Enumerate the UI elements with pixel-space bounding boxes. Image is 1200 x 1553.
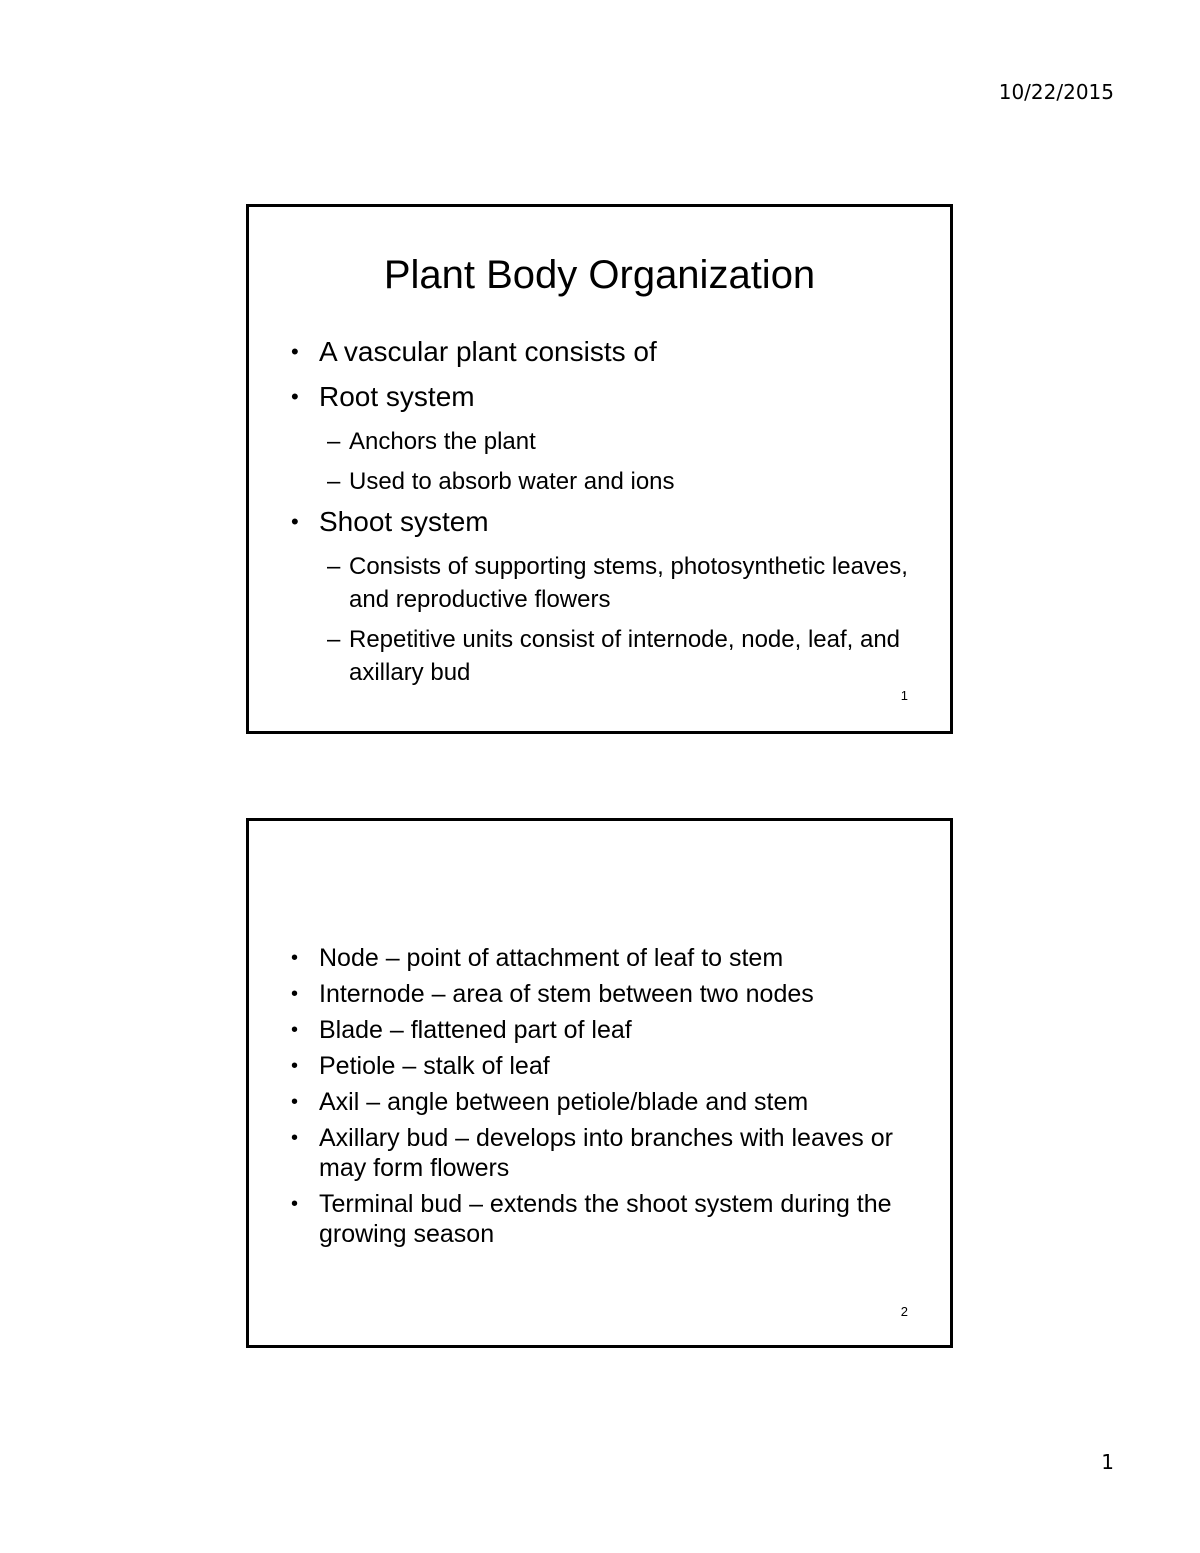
slide-title: Plant Body Organization	[383, 253, 816, 297]
bullet-item	[287, 335, 920, 369]
slide-number: 1	[900, 688, 908, 703]
sub-bullet-text: Consists of supporting stems, photosynthetic leaves, and reproductive flowers	[349, 553, 908, 613]
sub-bullet-item	[287, 425, 920, 458]
slide-2-bullet-list	[287, 943, 920, 1255]
sub-bullet-item	[287, 550, 920, 616]
bullet-item	[287, 1015, 920, 1045]
dash-marker: –	[327, 626, 341, 653]
sub-bullet-item	[287, 465, 920, 498]
bullet-text: Terminal bud – extends the shoot system during the growing season	[319, 1190, 892, 1248]
bullet-item	[287, 380, 920, 414]
bullet-text: Axil – angle between petiole/blade and stem	[319, 1088, 809, 1116]
bullet-item	[287, 1087, 920, 1117]
bullet-text: Internode – area of stem between two nodes	[319, 980, 814, 1008]
slide-1-bullet-list	[287, 335, 920, 696]
slide-2	[246, 818, 953, 1348]
page-date: 10/22/2015	[998, 80, 1114, 104]
bullet-item	[287, 1189, 920, 1249]
dash-marker: –	[327, 553, 341, 580]
bullet-item	[287, 943, 920, 973]
sub-bullet-item	[287, 623, 920, 689]
bullet-item	[287, 979, 920, 1009]
bullet-text: Root system	[319, 381, 475, 412]
dash-marker: –	[327, 428, 341, 455]
bullet-text: Axillary bud – develops into branches with leaves or may form flowers	[319, 1124, 893, 1182]
bullet-text: Node – point of attachment of leaf to stem	[319, 944, 784, 972]
bullet-item	[287, 1123, 920, 1183]
bullet-text: A vascular plant consists of	[319, 336, 657, 367]
sub-bullet-text: Repetitive units consist of internode, node, leaf, and axillary bud	[349, 626, 901, 686]
bullet-item	[287, 1051, 920, 1081]
sub-bullet-text: Anchors the plant	[349, 428, 536, 455]
page-number: 1	[1101, 1450, 1114, 1474]
dash-marker: –	[327, 468, 341, 495]
slide-number: 2	[900, 1304, 908, 1319]
sub-bullet-text: Used to absorb water and ions	[349, 468, 675, 495]
bullet-text: Petiole – stalk of leaf	[319, 1052, 550, 1080]
bullet-item	[287, 505, 920, 539]
bullet-text: Blade – flattened part of leaf	[319, 1016, 632, 1044]
bullet-text: Shoot system	[319, 506, 489, 537]
slide-1	[246, 204, 953, 734]
